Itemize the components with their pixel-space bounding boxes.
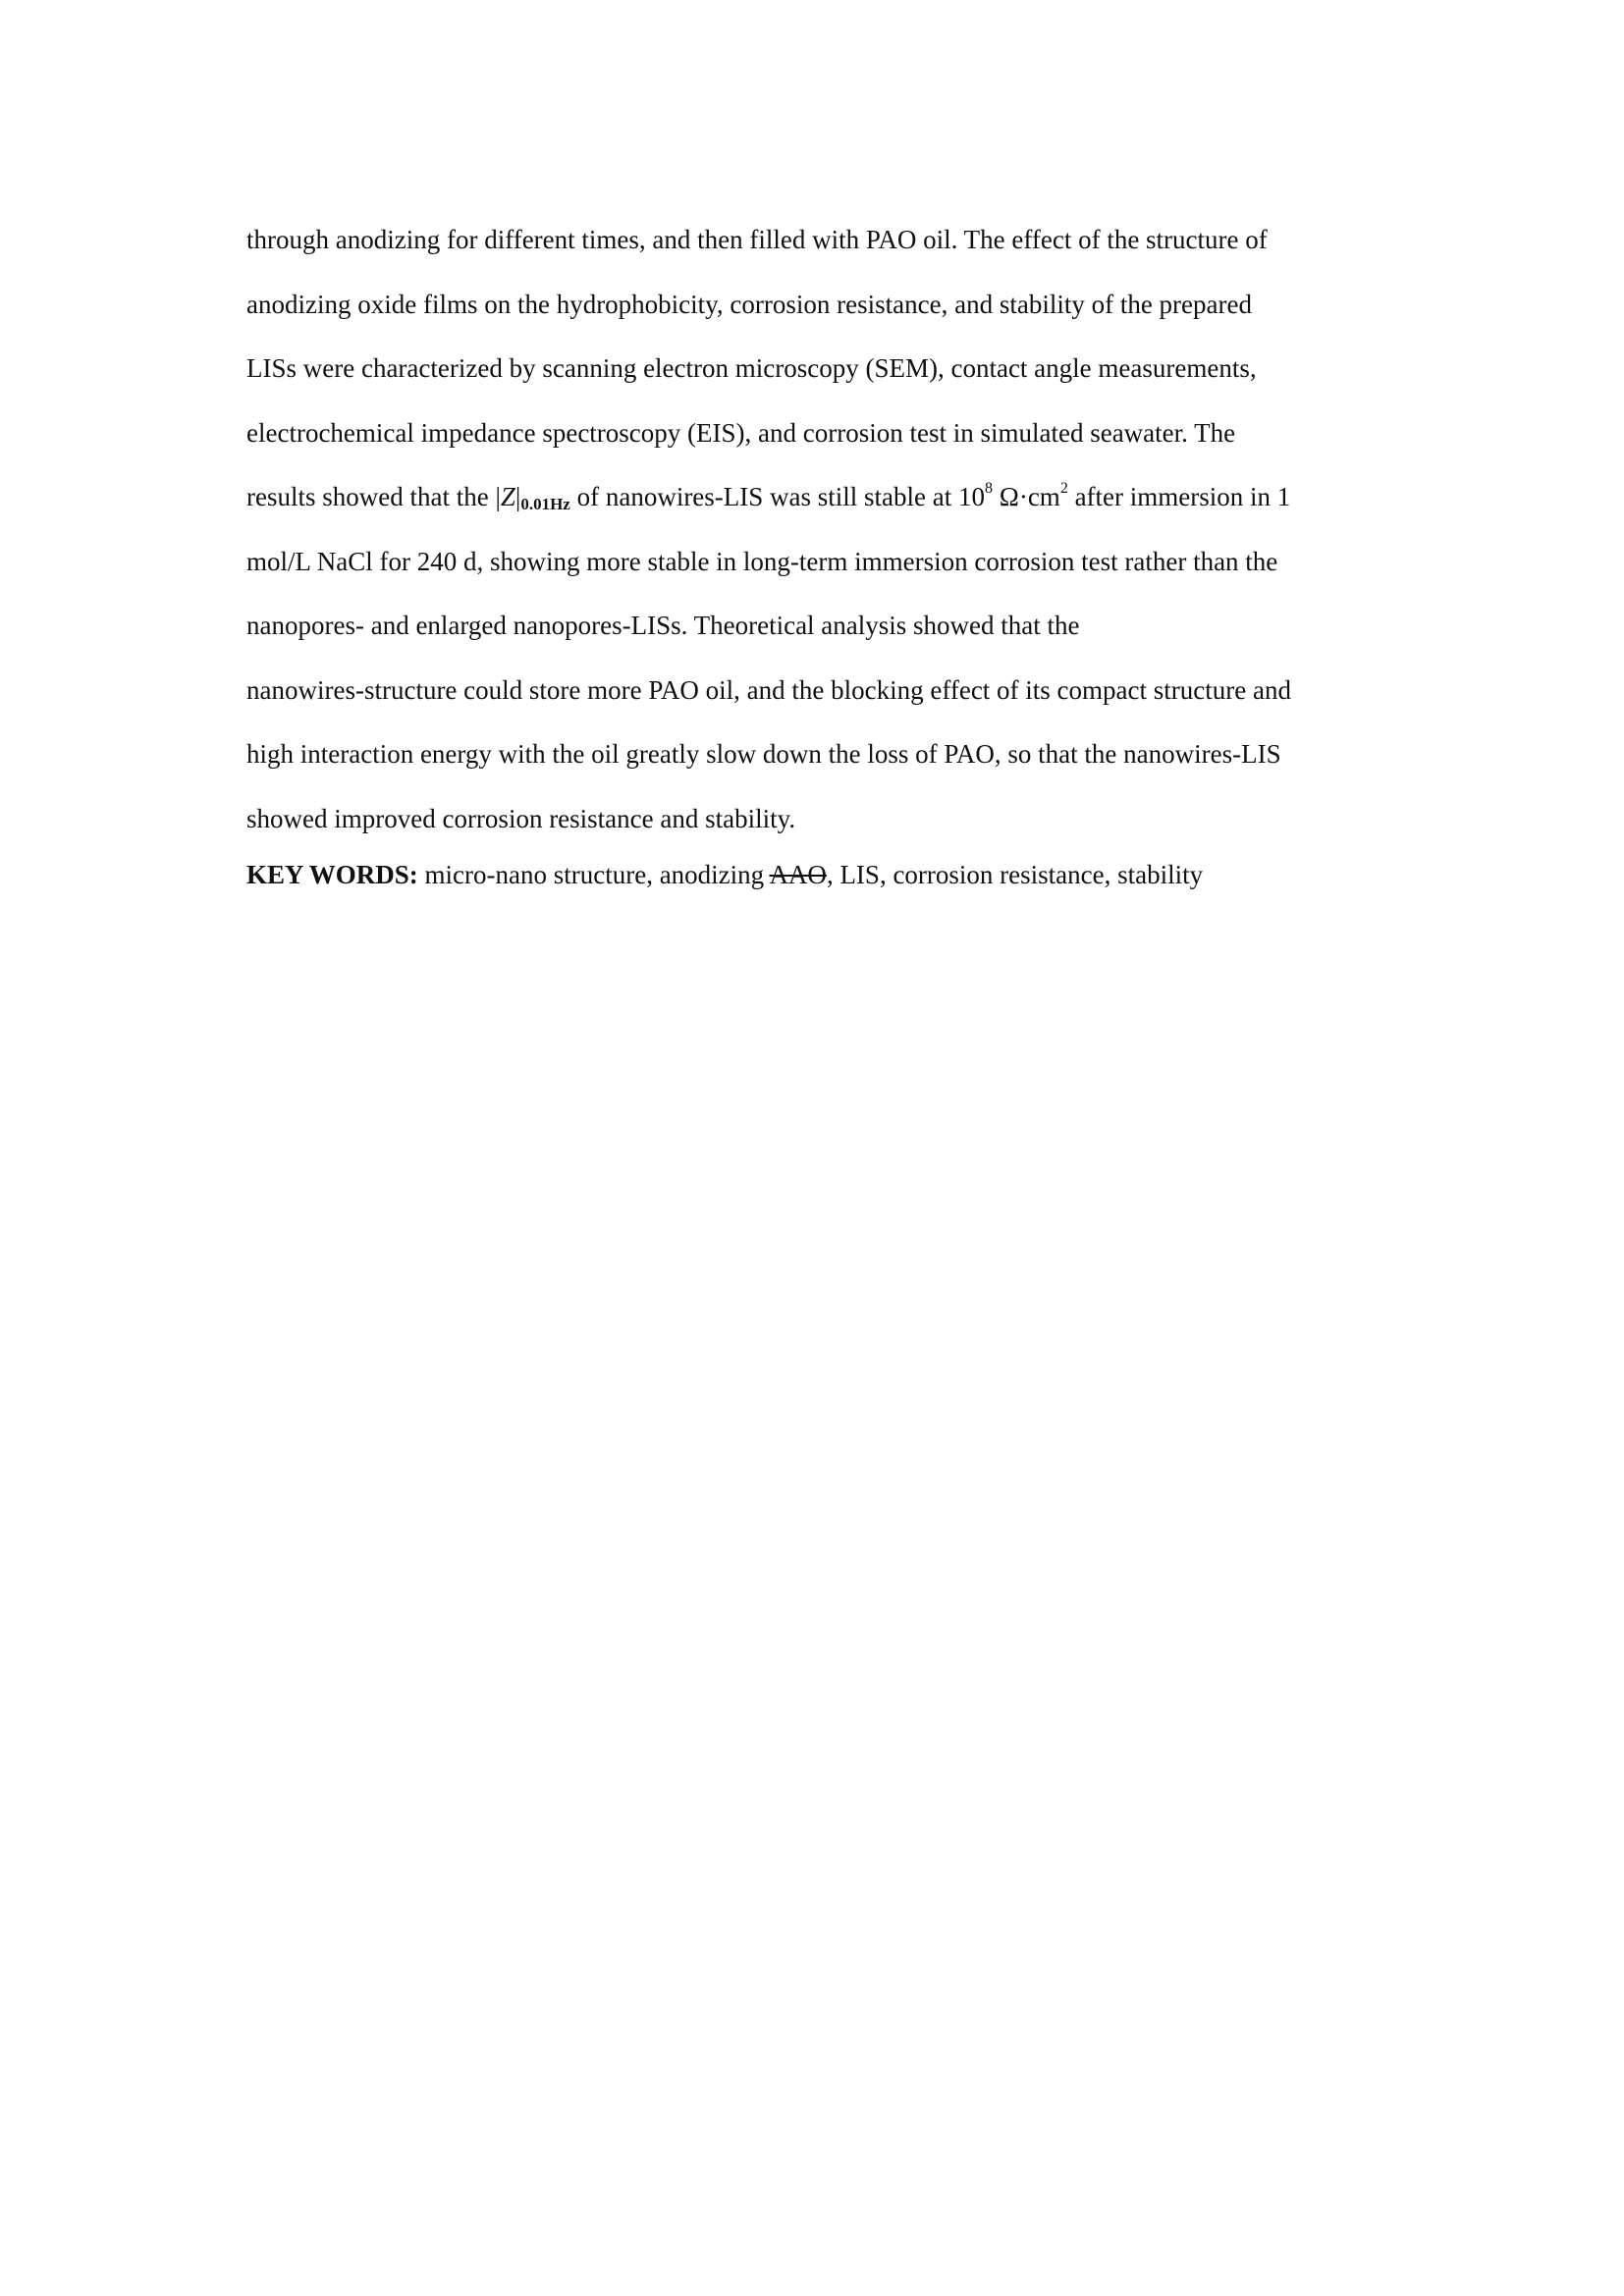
keywords-text-after: , LIS, corrosion resistance, stability (826, 860, 1204, 889)
abstract-line-3: LISs were characterized by scanning electron microscopy (SEM), contact angle measurements, (246, 353, 1257, 383)
abstract-line-4: electrochemical impedance spectroscopy (EIS), and corrosion test in simulated seawater. The (246, 417, 1236, 448)
keywords-label: KEY WORDS: (246, 860, 418, 889)
abstract-line-6: mol/L NaCl for 240 d, showing more stable in long-term immersion corrosion test rather than the (246, 546, 1278, 576)
abstract-line-7: nanopores- and enlarged nanopores-LISs. Theoretical analysis showed that the (246, 611, 1080, 640)
keywords-line (246, 847, 1385, 902)
exponent-8: 8 (985, 480, 994, 497)
abstract-line-5 (246, 465, 1385, 530)
unit-exponent-2: 2 (1059, 480, 1068, 497)
abstract-line-2: anodizing oxide films on the hydrophobicity, corrosion resistance, and stability of the prepared (246, 289, 1252, 319)
line5-post: after immersion in 1 (1067, 482, 1291, 511)
impedance-frequency-subscript: 0.01Hz (520, 495, 570, 513)
abstract-line-8: nanowires-structure could store more PAO oil, and the blocking effect of its compact structure and (246, 674, 1291, 705)
impedance-z-symbol: Z (500, 482, 515, 511)
abstract-paragraph (246, 208, 1385, 902)
line5-pre: results showed that the (246, 482, 496, 511)
keywords-struck-term: AAO (769, 860, 827, 889)
keywords-text-before: micro-nano structure, anodizing (417, 860, 770, 889)
abstract-line-10: showed improved corrosion resistance and stability. (246, 803, 796, 833)
unit-ohm-cm: Ω·cm (993, 482, 1060, 511)
impedance-bar-left: | (495, 482, 501, 511)
impedance-bar-right: | (514, 482, 521, 511)
line5-mid: of nanowires-LIS was still stable at 10 (569, 482, 986, 511)
abstract-line-1: through anodizing for different times, and then filled with PAO oil. The effect of the structure of (246, 225, 1268, 254)
abstract-line-9: high interaction energy with the oil greatly slow down the loss of PAO, so that the nanowires-LIS (246, 739, 1281, 769)
